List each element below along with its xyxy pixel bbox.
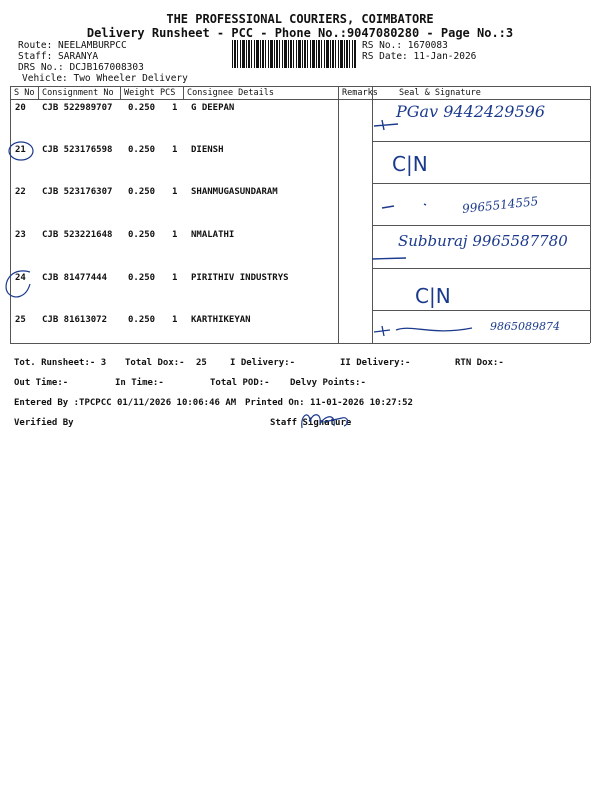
row-weight: 0.250 — [128, 187, 156, 197]
company-title: THE PROFESSIONAL COURIERS, COIMBATORE — [166, 12, 434, 26]
total-pod: Total POD:- — [210, 378, 270, 388]
i-delivery: I Delivery:- — [230, 358, 296, 368]
row-consignment: CJB 81477444 — [42, 273, 108, 283]
row-sno: 23 — [15, 230, 26, 240]
drs-label: DRS No.: DCJB167008303 — [18, 62, 144, 73]
row-weight: 0.250 — [128, 103, 156, 113]
col-consignee: Consignee Details — [187, 88, 274, 98]
rs-date-label: RS Date: 11-Jan-2026 — [362, 51, 477, 62]
row-sno: 21 — [15, 145, 26, 155]
row-consignment: CJB 523176307 — [42, 187, 113, 197]
row-weight: 0.250 — [128, 273, 156, 283]
row-weight: 0.250 — [128, 315, 156, 325]
col-consignment: Consignment No — [42, 88, 114, 98]
delvy-points: Delvy Points:- — [290, 378, 366, 388]
total-dox-label: Total Dox:- — [125, 358, 185, 368]
signature-row-24: C|N — [415, 284, 451, 308]
row-sno: 22 — [15, 187, 26, 197]
row-pcs: 1 — [172, 273, 178, 283]
entered-by: Entered By :TPCPCC 01/11/2026 10:06:46 AM — [14, 398, 237, 408]
col-weight: Weight — [124, 88, 155, 98]
row-weight: 0.250 — [128, 230, 156, 240]
row-pcs: 1 — [172, 103, 178, 113]
staff-label: Staff: SARANYA — [18, 51, 99, 62]
row-consignee: KARTHIKEYAN — [191, 315, 251, 325]
row-pcs: 1 — [172, 145, 178, 155]
tot-runsheet: Tot. Runsheet:- 3 — [14, 358, 107, 368]
staff-signature-scribble — [296, 408, 356, 432]
row-consignee: SHANMUGASUNDARAM — [191, 187, 278, 197]
row-pcs: 1 — [172, 187, 178, 197]
in-time: In Time:- — [115, 378, 164, 388]
row-sno: 24 — [15, 273, 26, 283]
row-consignment: CJB 523221648 — [42, 230, 113, 240]
row-consignment: CJB 522989707 — [42, 103, 113, 113]
row-sno: 25 — [15, 315, 26, 325]
col-seal-signature: Seal & Signature — [399, 88, 481, 98]
total-dox-value: 25 — [196, 358, 207, 368]
col-remarks: Remarks — [342, 88, 378, 98]
row-pcs: 1 — [172, 315, 178, 325]
staff-signature-label: Staff Signature — [270, 418, 352, 428]
vehicle-label: Vehicle: Two Wheeler Delivery — [22, 73, 188, 84]
verified-by: Verified By — [14, 418, 74, 428]
ii-delivery: II Delivery:- — [340, 358, 411, 368]
rs-no-label: RS No.: 1670083 — [362, 40, 448, 51]
out-time: Out Time:- — [14, 378, 69, 388]
row-pcs: 1 — [172, 230, 178, 240]
row-weight: 0.250 — [128, 145, 156, 155]
route-label: Route: NEELAMBURPCC — [18, 40, 127, 51]
signature-row-21: C|N — [392, 152, 428, 176]
row-sno: 20 — [15, 103, 26, 113]
row-consignment: CJB 523176598 — [42, 145, 113, 155]
col-pcs: PCS — [160, 88, 176, 98]
row-consignee: NMALATHI — [191, 230, 235, 240]
rtn-dox: RTN Dox:- — [455, 358, 504, 368]
printed-on: Printed On: 11-01-2026 10:27:52 — [245, 398, 413, 408]
row-consignee: DIENSH — [191, 145, 224, 155]
row-consignment: CJB 81613072 — [42, 315, 108, 325]
row-consignee: G DEEPAN — [191, 103, 235, 113]
col-sno: S No — [14, 88, 35, 98]
runsheet-subtitle: Delivery Runsheet - PCC - Phone No.:9047080280 - Page No.:3 — [86, 26, 514, 40]
row-consignee: PIRITHIV INDUSTRYS — [191, 273, 289, 283]
